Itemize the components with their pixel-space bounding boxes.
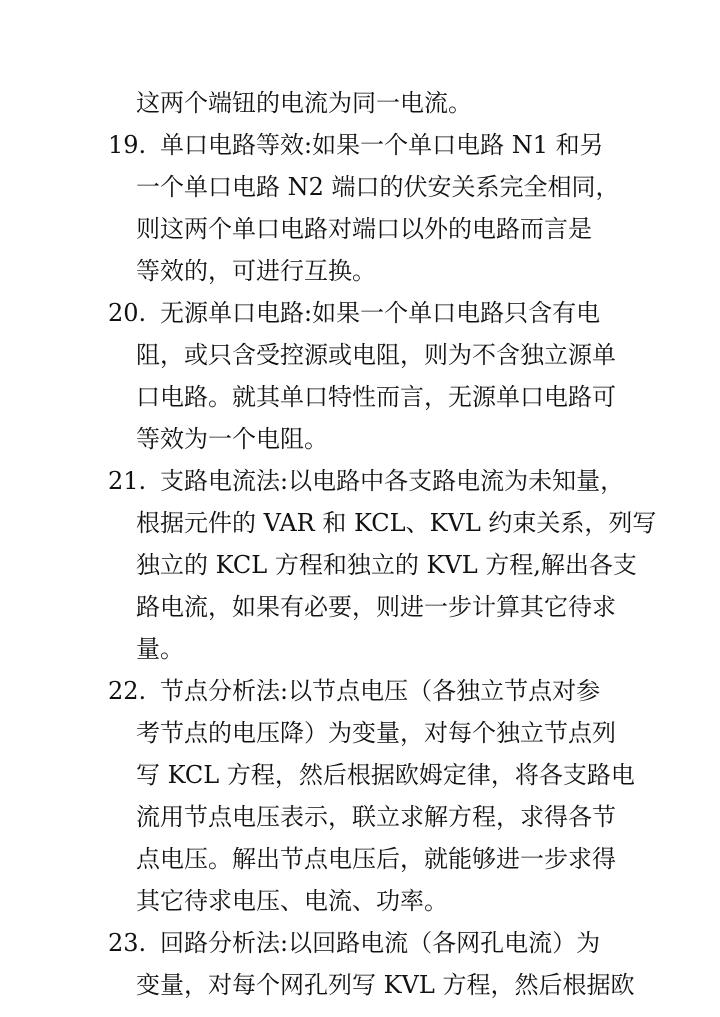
text-line xyxy=(0,84,720,122)
line-text: 其它待求电压、电流、功率。 xyxy=(136,887,448,915)
text-line xyxy=(0,168,720,206)
list-item-21 xyxy=(0,462,720,500)
line-text: 无源单口电路:如果一个单口电路只含有电 xyxy=(160,299,601,327)
line-text: 写 KCL 方程，然后根据欧姆定律，将各支路电 xyxy=(136,761,635,789)
line-text: 等效的，可进行互换。 xyxy=(136,257,376,285)
item-number: 21. xyxy=(108,467,147,495)
text-line xyxy=(0,504,720,542)
line-text: 这两个端钮的电流为同一电流。 xyxy=(136,89,472,117)
text-line xyxy=(0,714,720,752)
line-text: 阻，或只含受控源或电阻，则为不含独立源单 xyxy=(136,341,616,369)
text-line xyxy=(0,882,720,920)
text-line xyxy=(0,756,720,794)
line-text: 则这两个单口电路对端口以外的电路而言是 xyxy=(136,215,592,243)
line-text: 量。 xyxy=(136,635,184,663)
line-text: 一个单口电路 N2 端口的伏安关系完全相同， xyxy=(136,173,620,201)
list-item-22 xyxy=(0,672,720,710)
text-line xyxy=(0,798,720,836)
line-text: 流用节点电压表示，联立求解方程，求得各节 xyxy=(136,803,616,831)
line-text: 点电压。解出节点电压后，就能够进一步求得 xyxy=(136,845,616,873)
line-text: 等效为一个电阻。 xyxy=(136,425,328,453)
list-item-20 xyxy=(0,294,720,332)
text-line xyxy=(0,630,720,668)
line-text: 根据元件的 VAR 和 KCL、KVL 约束关系，列写 xyxy=(136,509,657,537)
item-number: 19. xyxy=(108,131,147,159)
text-line xyxy=(0,588,720,626)
text-line xyxy=(0,840,720,878)
line-text: 单口电路等效:如果一个单口电路 N1 和另 xyxy=(160,131,604,159)
line-text: 路电流，如果有必要，则进一步计算其它待求 xyxy=(136,593,616,621)
line-text: 节点分析法:以节点电压（各独立节点对参 xyxy=(160,677,601,705)
item-number: 20. xyxy=(108,299,147,327)
line-text: 变量，对每个网孔列写 KVL 方程，然后根据欧 xyxy=(136,971,635,999)
line-text: 考节点的电压降）为变量，对每个独立节点列 xyxy=(136,719,616,747)
text-line xyxy=(0,546,720,584)
list-item-23 xyxy=(0,924,720,962)
text-line xyxy=(0,336,720,374)
line-text: 回路分析法:以回路电流（各网孔电流）为 xyxy=(160,929,601,957)
line-text: 独立的 KCL 方程和独立的 KVL 方程,解出各支 xyxy=(136,551,637,579)
text-line xyxy=(0,252,720,290)
list-item-19 xyxy=(0,126,720,164)
item-number: 22. xyxy=(108,677,147,705)
text-line xyxy=(0,210,720,248)
line-text: 支路电流法:以电路中各支路电流为未知量， xyxy=(160,467,625,495)
text-line xyxy=(0,420,720,458)
text-line xyxy=(0,378,720,416)
item-number: 23. xyxy=(108,929,147,957)
line-text: 口电路。就其单口特性而言，无源单口电路可 xyxy=(136,383,616,411)
text-line xyxy=(0,966,720,1004)
